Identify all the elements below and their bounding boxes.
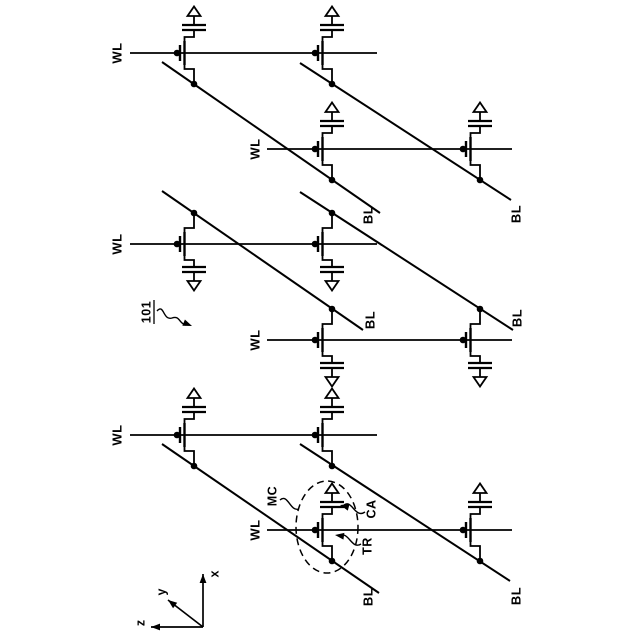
bitline-lead	[185, 213, 195, 233]
bitline-junction-dot	[191, 81, 198, 88]
bitline-junction-dot	[329, 306, 336, 313]
array-reference-leader	[157, 309, 186, 325]
capacitor-lead	[471, 507, 481, 519]
bit-line-label: BL	[360, 205, 376, 225]
word-line-label: WL	[247, 138, 263, 160]
axis-x-label: x	[207, 570, 222, 578]
word-line-label: WL	[247, 329, 263, 351]
memory-cell-label: MC	[265, 485, 280, 507]
bit-line-label: BL	[508, 586, 524, 606]
capacitor-label: CA	[364, 499, 379, 519]
word-line-label: WL	[247, 519, 263, 541]
capacitor-lead	[471, 351, 481, 363]
plate-terminal-arrow	[326, 281, 339, 291]
plate-terminal-arrow	[326, 7, 339, 17]
plate-terminal-arrow	[326, 389, 339, 399]
axis-z-label: z	[133, 619, 148, 627]
memory-cell-outline	[296, 481, 358, 573]
bitline-junction-dot	[329, 177, 336, 184]
array-reference-label: 101	[139, 300, 154, 324]
capacitor-lead	[471, 126, 481, 138]
plate-terminal-arrow	[474, 103, 487, 113]
capacitor-lead	[323, 412, 333, 424]
bitline-junction-dot	[477, 558, 484, 565]
capacitor-lead	[185, 30, 195, 42]
bitline-junction-dot	[477, 177, 484, 184]
axis-y-label: y	[154, 588, 169, 596]
plate-terminal-arrow	[188, 7, 201, 17]
bit-line-label: BL	[360, 587, 376, 607]
plate-terminal-arrow	[474, 484, 487, 494]
plate-terminal-arrow	[326, 377, 339, 387]
bitline-junction-dot	[477, 306, 484, 313]
capacitor-lead	[323, 126, 333, 138]
plate-terminal-arrow	[188, 389, 201, 399]
capacitor-lead	[323, 507, 333, 519]
bit-line-label: BL	[509, 308, 525, 328]
bitline-junction-dot	[191, 210, 198, 217]
plate-terminal-arrow	[188, 281, 201, 291]
bitline-lead	[323, 309, 333, 329]
bitline-junction-dot	[329, 558, 336, 565]
bitline-junction-dot	[329, 210, 336, 217]
capacitor-lead	[185, 255, 195, 267]
transistor-label: TR	[360, 537, 375, 555]
plate-terminal-arrow	[326, 103, 339, 113]
axis-x-arrowhead	[200, 574, 207, 583]
bit-line-label: BL	[508, 204, 524, 224]
transistor-arrowhead	[335, 532, 345, 540]
capacitor-lead	[323, 255, 333, 267]
plate-terminal-arrow	[326, 484, 339, 494]
bitline-junction-dot	[329, 81, 336, 88]
bitline-junction-dot	[191, 463, 198, 470]
capacitor-lead	[185, 412, 195, 424]
axis-z-arrowhead	[151, 624, 160, 631]
capacitor-lead	[323, 351, 333, 363]
bitline-junction-dot	[329, 463, 336, 470]
bitline-lead	[323, 213, 333, 233]
word-line-label: WL	[109, 424, 125, 446]
memory-cell-leader	[280, 498, 299, 509]
word-line-label: WL	[109, 42, 125, 64]
plate-terminal-arrow	[474, 377, 487, 387]
array-reference-arrowhead	[182, 319, 193, 329]
capacitor-lead	[323, 30, 333, 42]
bitline-lead	[471, 309, 481, 329]
bit-line-label: BL	[362, 310, 378, 330]
word-line-label: WL	[109, 233, 125, 255]
